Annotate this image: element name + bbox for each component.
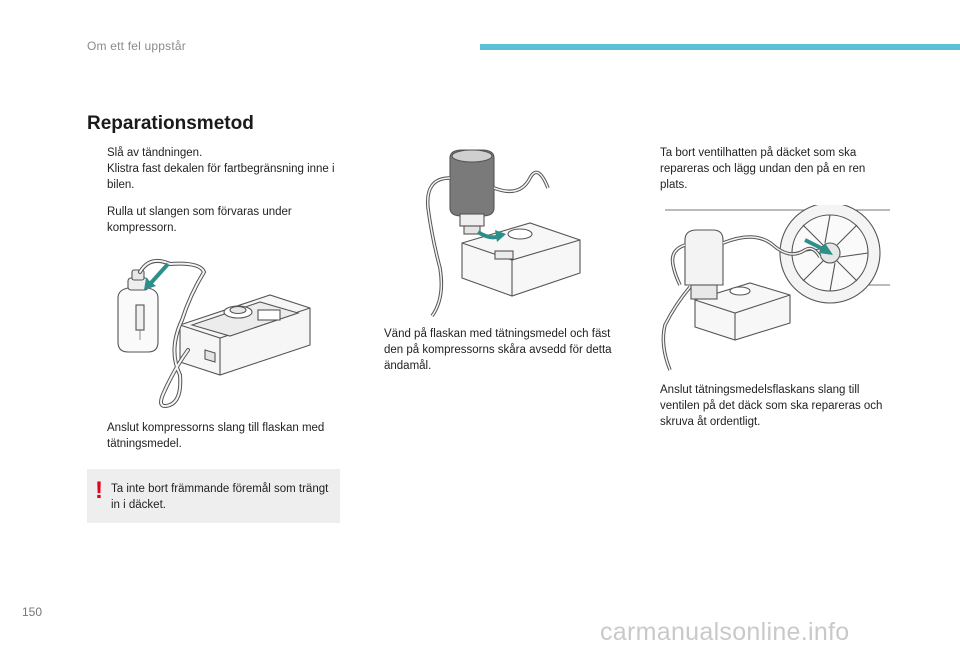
hose-to-tyre-valve-illustration: [655, 205, 890, 373]
header-accent-bar: [480, 44, 960, 50]
step-text: Slå av tändningen.: [107, 147, 203, 159]
step-connect-hose-to-bottle: [87, 420, 342, 452]
warning-box: [87, 469, 340, 523]
step-text: Anslut tätningsmedelsflaskans slang till ventilen på det däck som ska repareras och skruva åt ordentligt.: [660, 384, 883, 428]
step-text: Klistra fast dekalen för fartbegränsning inne i bilen.: [107, 163, 335, 191]
step-text: Anslut kompressorns slang till flaskan med tätningsmedel.: [107, 422, 325, 450]
compressor-bottle-illustration: [110, 250, 330, 415]
step-unroll-hose: [87, 204, 337, 236]
page-title: Reparationsmetod: [87, 113, 254, 134]
section-header-label: Om ett fel uppstår: [87, 39, 186, 53]
step-text: Vänd på flaskan med tätningsmedel och fäst den på kompressorns skåra avsedd för detta ändamål.: [384, 328, 612, 372]
step-remove-valve-cap: [640, 145, 885, 193]
page-number: 150: [22, 605, 43, 619]
step-invert-bottle: [364, 326, 619, 374]
site-watermark: carmanualsonline.info: [600, 618, 850, 646]
bottle-into-compressor-illustration: [420, 148, 590, 318]
step-connect-hose-to-valve: [640, 382, 885, 430]
step-turn-off-ignition: [87, 145, 337, 161]
warning-exclamation-icon: !: [95, 477, 103, 504]
step-text: Rulla ut slangen som förvaras under kompressorn.: [107, 206, 292, 234]
step-text: Ta bort ventilhatten på däcket som ska repareras och lägg undan den på en ren plats.: [660, 147, 866, 191]
warning-text: Ta inte bort främmande föremål som trängt in i däcket.: [111, 483, 329, 511]
step-attach-speed-sticker: [87, 161, 337, 193]
